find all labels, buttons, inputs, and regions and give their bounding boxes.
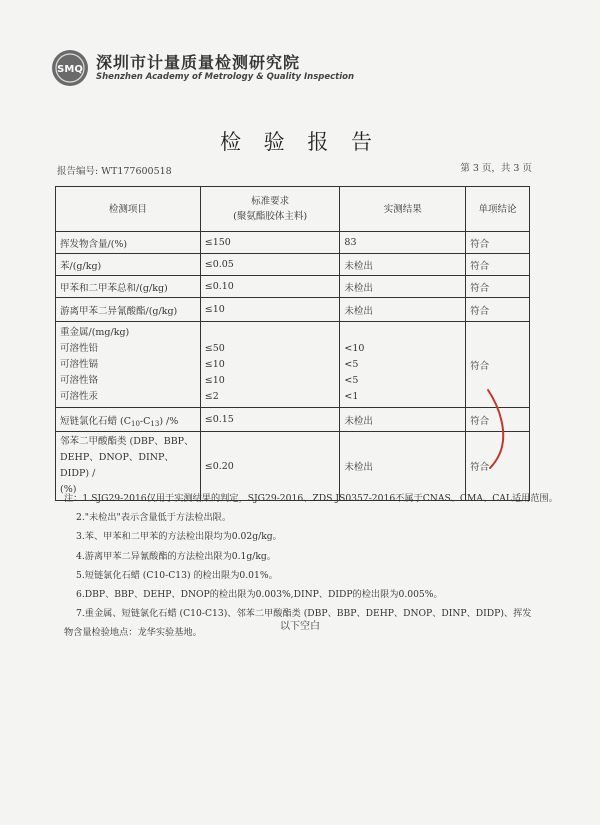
notes: 注：1.SJG29-2016仅用于实测结果的判定，SJG29-2016、ZDS JS0357-2016不属于CNAS、CMA、CAL适用范围。 2."未检出"表示含量低于方法检出限。 3.苯、甲苯和二甲苯的方法检出限均为0.02g/kg。 4.游离甲苯二异氰酸酯的方法检出限为0.1g/kg。 5.短链氯化石蜡 (C10-C13) 的检出限为0.01%。 6.DBP、BBP、DEHP、DNOP的检出限为0.003%,DINP、DIDP的检出限为0.005%。 7.重金属、短链氯化石蜡 (C10-C13)、邻苯二甲酸酯类 (DBP、BBP、DEHP、DNOP、DINP、DIDP)、挥发 物含量检验地点：龙华实验基地。 (64, 493, 558, 639)
header-conclusion: 单项结论 (466, 187, 530, 232)
header-item: 检测项目 (56, 187, 201, 232)
svg-text:SMQ: SMQ (57, 64, 83, 75)
smq-logo-icon (50, 48, 90, 88)
page-info: 第 3 页，共 3 页 (460, 163, 532, 174)
table-row: 苯/(g/kg) ≤0.05 未检出 符合 (56, 254, 530, 276)
handwritten-mark-icon (470, 388, 520, 478)
table-row-heavy-metals: 重金属/(mg/kg) 可溶性铅 可溶性镉 可溶性铬 可溶性汞 ≤50 ≤10 ≤10 ≤2 <10 <5 <5 <1 符合 (56, 322, 530, 408)
report-title: 检 验 报 告 (219, 130, 381, 154)
table-row: 甲苯和二甲苯总和/(g/kg) ≤0.10 未检出 符合 (56, 276, 530, 298)
org-name-cn: 深圳市计量质量检测研究院 (96, 53, 301, 72)
header-standard: 标准要求 (聚氨酯胶体主料) (200, 187, 340, 232)
table-row-sccp: 短链氯化石蜡 $(C_{10}-C_{13})$ /% ≤0.15 未检出 符合 (56, 408, 530, 432)
table-row-phthalates: 邻苯二甲酸酯类 (DBP、BBP、 DEHP、DNOP、DINP、DIDP) / (%) ≤0.20 未检出 符合 (56, 432, 530, 501)
table-header-row (56, 187, 530, 232)
letterhead (50, 48, 370, 88)
header-result: 实测结果 (340, 187, 466, 232)
end-of-report: 以下空白 (280, 621, 320, 632)
table-row: 游离甲苯二异氰酸酯/(g/kg) ≤10 未检出 符合 (56, 298, 530, 322)
org-name-en: Shenzhen Academy of Metrology & Quality Inspection (96, 72, 355, 82)
report-number: 报告编号: WT177600518 (57, 166, 172, 177)
table-row: 挥发物含量/(%) ≤150 83 符合 (56, 232, 530, 254)
results-table (55, 186, 530, 501)
